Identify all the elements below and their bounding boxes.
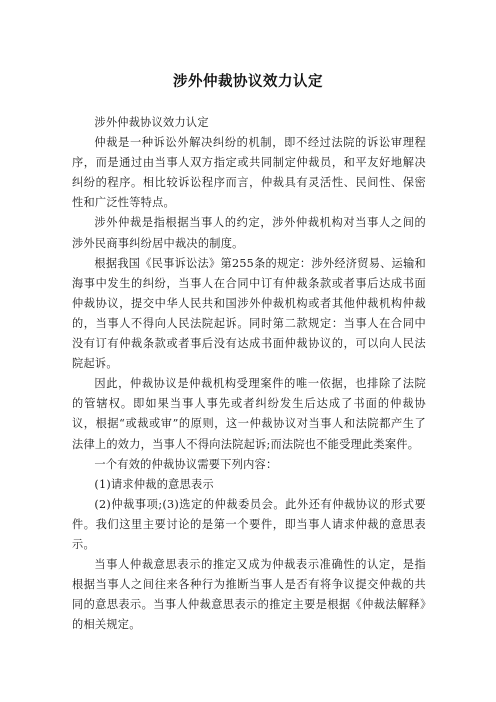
paragraph: 涉外仲裁是指根据当事人的约定，涉外仲裁机构对当事人之间的涉外民商事纠纷居中裁决的制度。 xyxy=(72,216,426,250)
paragraph: 当事人仲裁意思表示的推定又成为仲裁表示准确性的认定，是指根据当事人之间往来各种行为推断当事人是否有将争议提交仲裁的共同的意思表示。当事人仲裁意思表示的推定主要是根据《仲裁法解释》的相关规定。 xyxy=(72,558,426,632)
paragraph: (1)请求仲裁的意思表示 xyxy=(94,477,214,491)
paragraph: (2)仲裁事项;(3)选定的仲裁委员会。此外还有仲裁协议的形式要件。我们这里主要讨论的是第一个要件，即当事人请求仲裁的意思表示。 xyxy=(72,497,426,551)
document-title: 涉外仲裁协议效力认定 xyxy=(173,74,323,90)
paragraph: 涉外仲裁协议效力认定 xyxy=(94,116,209,129)
paragraph: 因此，仲裁协议是仲裁机构受理案件的唯一依据，也排除了法院的管辖权。即如果当事人事先或者纠纷发生后达成了书面的仲裁协议，根据“或裁或审”的原则，这一仲裁协议对当事人和法院都产生了法律上的效力，当事人不得向法院起诉;而法院也不能受理此类案件。 xyxy=(72,377,426,451)
document-body xyxy=(72,113,426,635)
paragraph: 一个有效的仲裁协议需要下列内容： xyxy=(94,457,278,471)
paragraph: 根据我国《民事诉讼法》第255条的规定：涉外经济贸易、运输和海事中发生的纠纷，当事人在合同中订有仲裁条款或者事后达成书面仲裁协议，提交中华人民共和国涉外仲裁机构或者其他仲裁机构仲裁的，当事人不得向人民法院起诉。同时第二款规定：当事人在合同中没有订有仲裁条款或者事后没有达成书面仲裁协议的，可以向人民法院起诉。 xyxy=(72,256,426,371)
paragraph: 仲裁是一种诉讼外解决纠纷的机制，即不经过法院的诉讼审理程序，而是通过由当事人双方指定或共同制定仲裁员，和平友好地解决纠纷的程序。相比较诉讼程序而言，仲裁具有灵活性、民间性、保密性和广泛性等特点。 xyxy=(72,136,426,210)
